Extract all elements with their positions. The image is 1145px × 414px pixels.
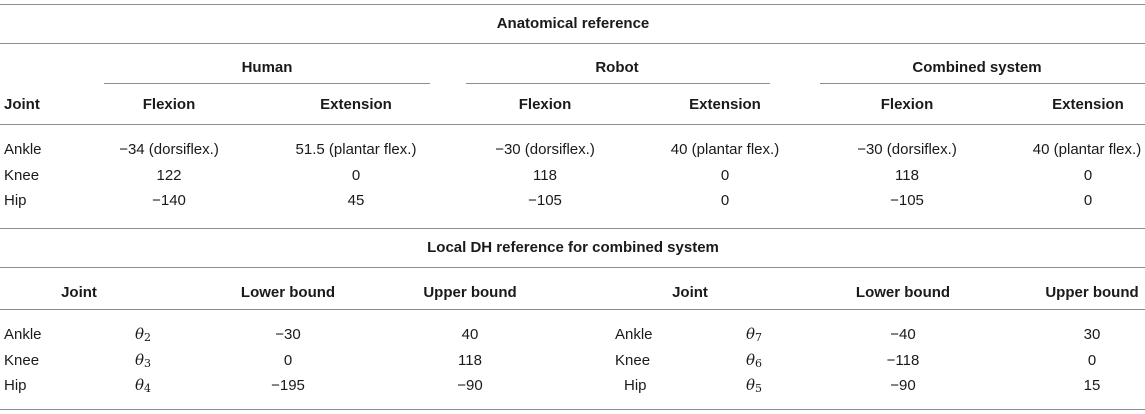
lower-bound-value: −40 <box>890 326 916 343</box>
theta-index: 6 <box>755 357 763 370</box>
theta-symbol: $\theta_6$ <box>746 351 763 370</box>
lower-bound-value: −195 <box>271 377 305 394</box>
row-joint-label: Hip <box>4 192 27 209</box>
theta-index: 5 <box>755 382 763 395</box>
header-right-lower-bound: Lower bound <box>855 284 951 301</box>
top-rule <box>0 4 1145 5</box>
theta-symbol: $\theta_2$ <box>135 325 152 344</box>
group-header-combined: Combined system <box>912 59 1042 76</box>
cell-value: 45 <box>347 192 365 209</box>
cell-value: 0 <box>720 167 730 184</box>
subheader-robot-extension: Extension <box>689 96 761 113</box>
cell-value: 40 (plantar flex.) <box>670 141 780 158</box>
row-joint-label: Ankle <box>4 326 42 343</box>
theta-symbol: $\theta_7$ <box>746 325 763 344</box>
theta-index: 2 <box>144 331 152 344</box>
section1-header-rule <box>0 124 1145 125</box>
upper-bound-value: 118 <box>458 352 482 369</box>
cell-value: 0 <box>351 167 361 184</box>
upper-bound-value: 15 <box>1083 377 1101 394</box>
header-left-upper-bound: Upper bound <box>423 284 517 301</box>
theta-symbol: $\theta_3$ <box>135 351 152 370</box>
upper-bound-value: −90 <box>457 377 483 394</box>
subheader-combined-flexion: Flexion <box>880 96 934 113</box>
row-joint-label: Hip <box>4 377 27 394</box>
subheader-human-extension: Extension <box>320 96 392 113</box>
section2-title: Local DH reference for combined system <box>427 239 719 256</box>
section2-header-rule <box>0 309 1145 310</box>
cell-value: −30 (dorsiflex.) <box>857 141 957 158</box>
cell-value: 118 <box>895 167 919 184</box>
header-left-joint: Joint <box>61 284 97 301</box>
bottom-rule <box>0 409 1145 410</box>
cell-value: 0 <box>1083 167 1093 184</box>
subheader-combined-extension: Extension <box>1052 96 1124 113</box>
theta-index: 3 <box>144 357 152 370</box>
lower-bound-value: 0 <box>283 352 293 369</box>
lower-bound-value: −90 <box>890 377 916 394</box>
cell-value: 122 <box>156 167 182 184</box>
theta-index: 7 <box>755 331 763 344</box>
header-right-upper-bound: Upper bound <box>1045 284 1139 301</box>
section1-title-rule <box>0 43 1145 44</box>
section2-title-rule <box>0 267 1145 268</box>
row-joint-label: Ankle <box>4 141 42 158</box>
lower-bound-value: −118 <box>886 352 920 369</box>
theta-symbol: $\theta_4$ <box>135 376 152 395</box>
upper-bound-value: 0 <box>1087 352 1097 369</box>
group-header-human: Human <box>241 59 293 76</box>
cell-value: −34 (dorsiflex.) <box>119 141 219 158</box>
row-joint-label: Knee <box>615 352 651 369</box>
cell-value: −105 <box>528 192 562 209</box>
cell-value: −105 <box>890 192 924 209</box>
cell-value: −30 (dorsiflex.) <box>495 141 595 158</box>
cell-value: 40 (plantar flex.) <box>1032 141 1142 158</box>
cell-value: 0 <box>1083 192 1093 209</box>
row-joint-label: Knee <box>4 167 40 184</box>
row-joint-label: Hip <box>624 377 647 394</box>
subheader-robot-flexion: Flexion <box>518 96 572 113</box>
robot-group-rule <box>466 83 770 84</box>
row-joint-label: Ankle <box>615 326 653 343</box>
combined-group-rule <box>820 83 1145 84</box>
subheader-human-flexion: Flexion <box>142 96 196 113</box>
cell-value: 51.5 (plantar flex.) <box>295 141 417 158</box>
upper-bound-value: 30 <box>1083 326 1101 343</box>
section1-bottom-rule <box>0 228 1145 229</box>
header-left-lower-bound: Lower bound <box>240 284 336 301</box>
theta-symbol: $\theta_5$ <box>746 376 763 395</box>
row-joint-label: Knee <box>4 352 40 369</box>
section1-title: Anatomical reference <box>496 15 650 32</box>
joint-column-header: Joint <box>4 96 40 113</box>
upper-bound-value: 40 <box>461 326 479 343</box>
cell-value: 0 <box>720 192 730 209</box>
header-right-joint: Joint <box>672 284 708 301</box>
human-group-rule <box>104 83 430 84</box>
cell-value: −140 <box>152 192 186 209</box>
lower-bound-value: −30 <box>275 326 301 343</box>
theta-index: 4 <box>144 382 152 395</box>
cell-value: 118 <box>533 167 557 184</box>
group-header-robot: Robot <box>595 59 639 76</box>
